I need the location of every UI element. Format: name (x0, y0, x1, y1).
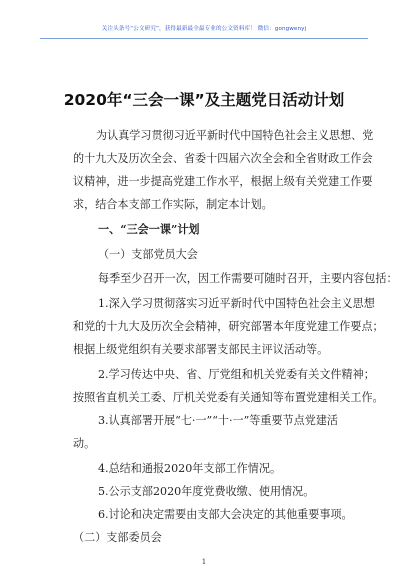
list-item: 和党的十九大及历次全会精神，研究部署本年度党建工作要点； (73, 320, 384, 333)
header-banner: 关注头条号“公文研究”，获得最新最全最专业的公文资料库！ 微信：gongwenyj (101, 26, 307, 32)
list-item: 5.公示支部2020年度党费收缴、使用情况。 (98, 485, 315, 498)
list-item: 4.总结和通报2020年支部工作情况。 (98, 462, 282, 475)
list-item: 3.认真部署开展“七·一”“十·一”等重要节点党建活 (98, 414, 339, 427)
subsection-heading: （一）支部党员大会 (98, 248, 198, 261)
intro-line: 求，结合本支部工作实际，制定本计划。 (73, 198, 273, 211)
intro-line: 的十九大及历次全会、省委十四届六次全会和全省财政工作会 (73, 152, 373, 165)
page-number: 1 (201, 558, 207, 566)
list-item: 1.深入学习贯彻落实习近平新时代中国特色社会主义思想 (98, 297, 375, 310)
list-item: 2.学习传达中央、省、厅党组和机关党委有关文件精神； (98, 368, 375, 381)
list-item: 动。 (73, 437, 96, 450)
subsection-heading: （二）支部委员会 (73, 531, 162, 544)
list-item: 根据上级党组织有关要求部署支部民主评议活动等。 (73, 343, 329, 356)
section-heading: 一、“三会一课”计划 (98, 223, 200, 236)
list-item: 6.讨论和决定需要由支部大会决定的其他重要事项。 (98, 508, 353, 521)
header-divider (40, 38, 368, 39)
intro-line: 为认真学习贯彻习近平新时代中国特色社会主义思想、党 (96, 129, 374, 142)
intro-line: 议精神，进一步提高党建工作水平，根据上级有关党建工作要 (73, 175, 373, 188)
list-item: 按照省直机关工委、厅机关党委有关通知等布置党建相关工作。 (73, 391, 384, 404)
document-title: 2020年“三会一课”及主题党日活动计划 (63, 91, 345, 109)
subsection-intro: 每季至少召开一次，因工作需要可随时召开，主要内容包括： (98, 272, 398, 285)
